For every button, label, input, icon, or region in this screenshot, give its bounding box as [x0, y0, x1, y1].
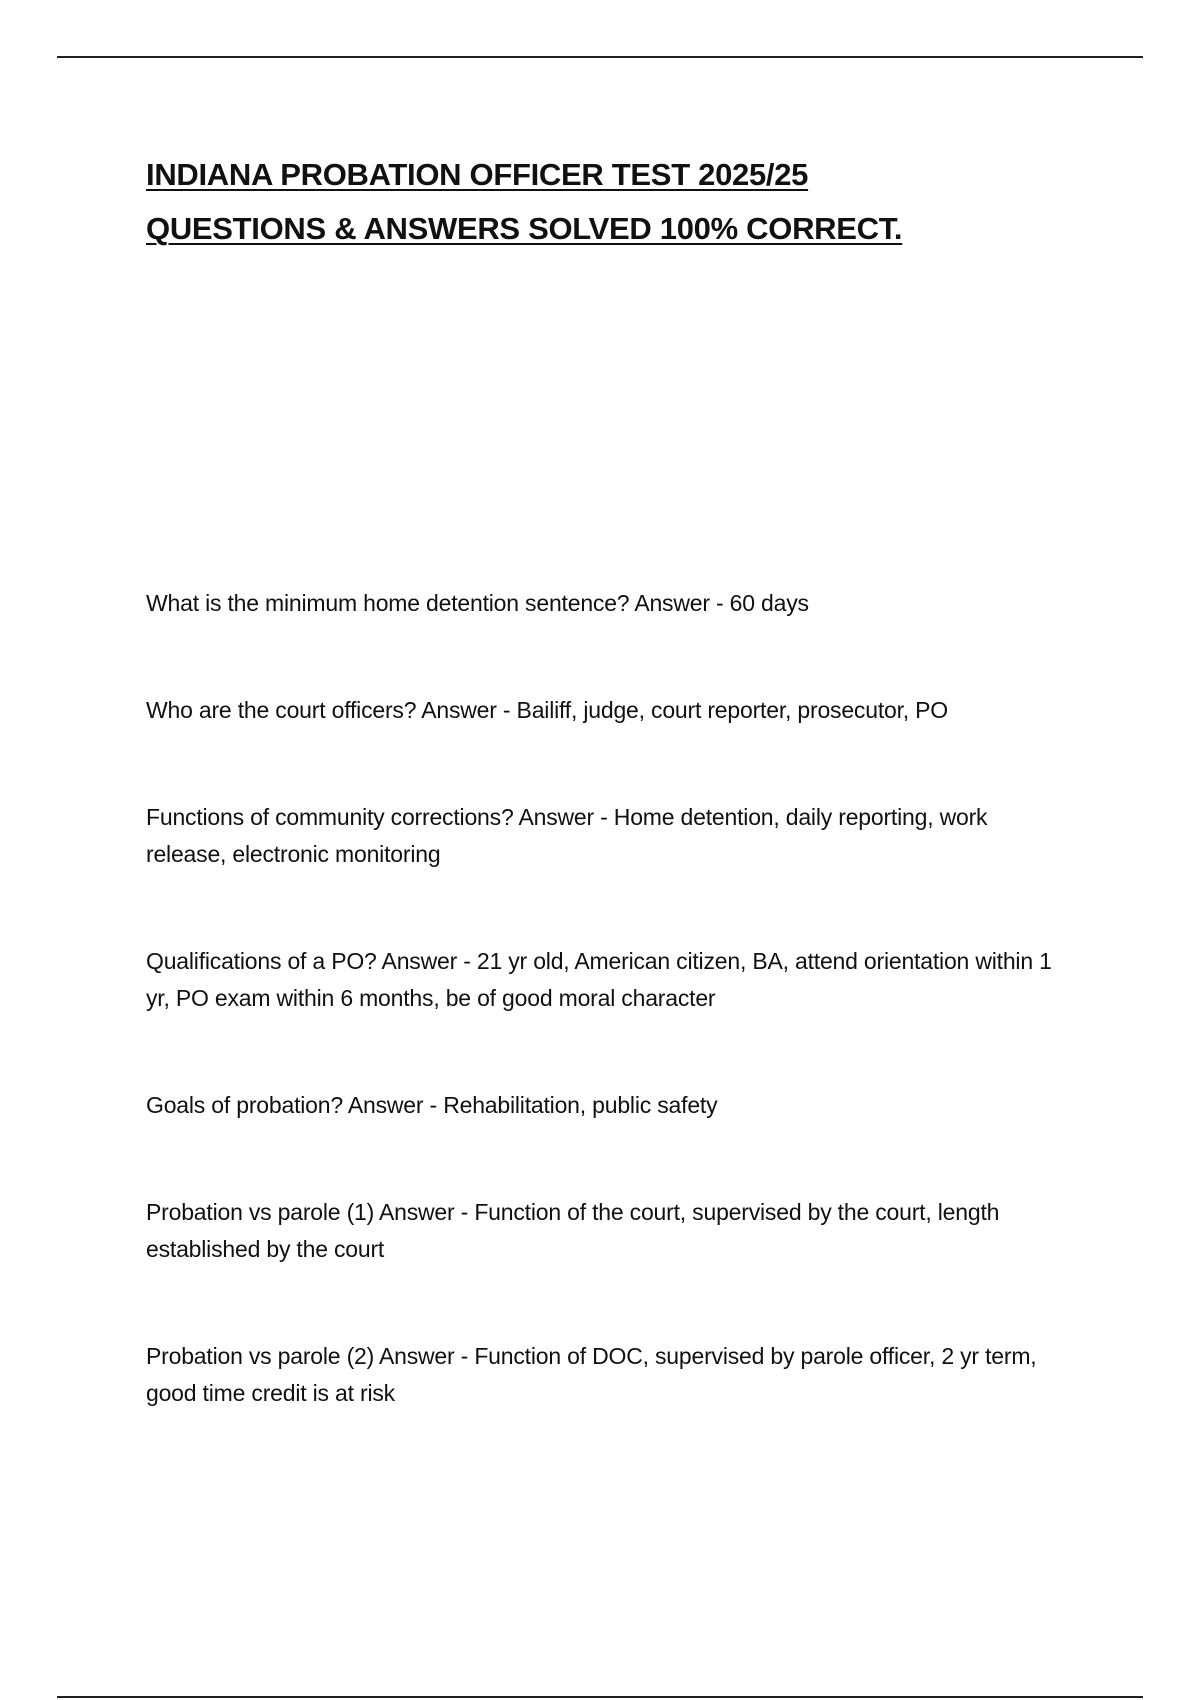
title-line-1: INDIANA PROBATION OFFICER TEST 2025/25 [146, 157, 809, 192]
qa-item-goals-of-probation: Goals of probation? Answer - Rehabilitation, public safety [146, 1092, 718, 1118]
qa-list [146, 585, 1066, 1482]
document-title [146, 148, 1106, 256]
title-line-2: QUESTIONS & ANSWERS SOLVED 100% CORRECT. [146, 211, 903, 246]
qa-item-community-corrections: Functions of community corrections? Answer - Home detention, daily reporting, work release, electronic monitoring [146, 804, 988, 867]
header-rule [57, 56, 1143, 58]
qa-item-probation-vs-parole-1: Probation vs parole (1) Answer - Function of the court, supervised by the court, length established by the court [146, 1199, 1000, 1262]
qa-item-probation-vs-parole-2: Probation vs parole (2) Answer - Function of DOC, supervised by parole officer, 2 yr term, good time credit is at risk [146, 1343, 1037, 1406]
footer-rule [57, 1696, 1143, 1698]
qa-item-po-qualifications: Qualifications of a PO? Answer - 21 yr old, American citizen, BA, attend orientation within 1 yr, PO exam within 6 months, be of good moral character [146, 948, 1052, 1011]
qa-item-home-detention: What is the minimum home detention sentence? Answer - 60 days [146, 590, 809, 616]
qa-item-court-officers: Who are the court officers? Answer - Bailiff, judge, court reporter, prosecutor, PO [146, 697, 949, 723]
